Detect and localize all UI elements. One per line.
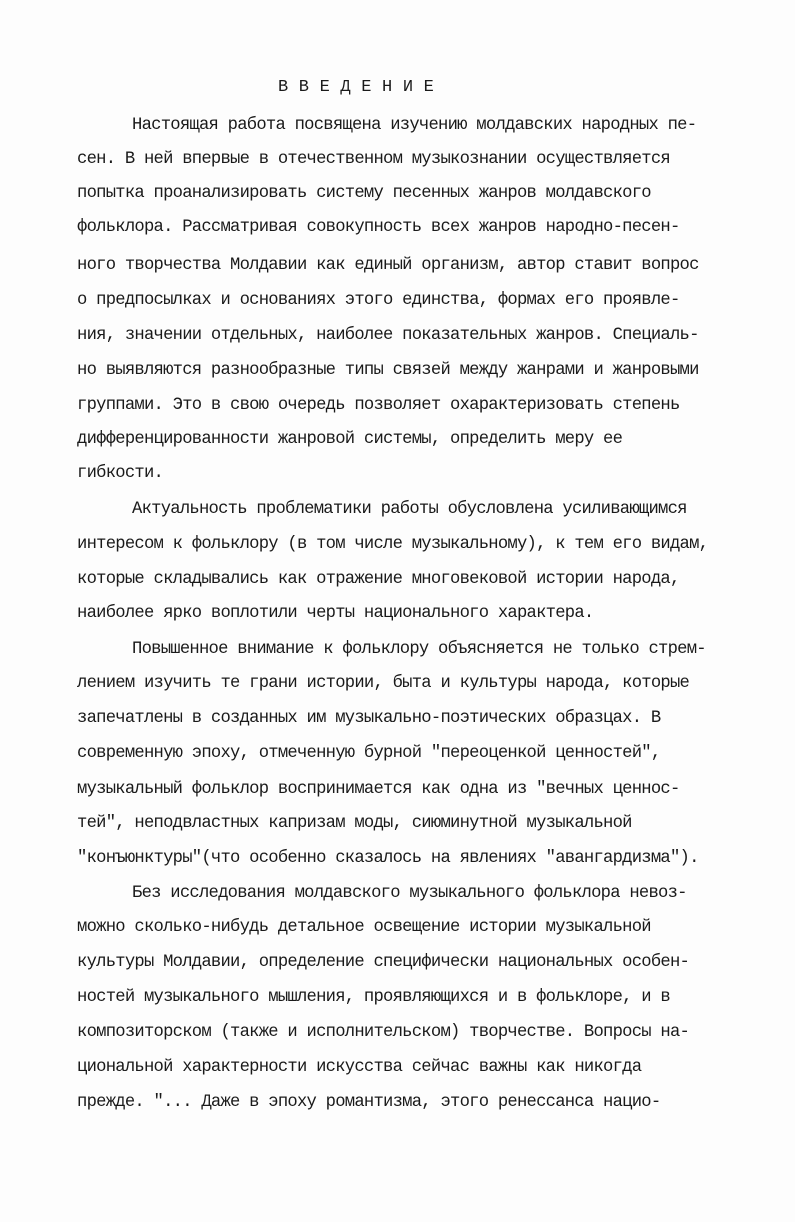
text-line: дифференцированности жанровой системы, определить меру ее [77,430,623,449]
text-line: наиболее ярко воплотили черты национального характера. [77,604,594,623]
text-line: прежде. "... Даже в эпоху романтизма, этого ренессанса нацио- [77,1093,661,1112]
text-line: культуры Молдавии, определение специфически национальных особен- [77,953,690,972]
text-line: фольклора. Рассматривая совокупность всех жанров народно-песен- [77,218,680,237]
section-title: В В Е Д Е Н И Е [278,78,435,97]
text-line: можно сколько-нибудь детальное освещение истории музыкальной [77,918,651,937]
text-line: "конъюнктуры"(что особенно сказалось на явлениях "авангардизма"). [77,849,699,868]
text-line: Актуальность проблематики работы обусловлена усиливающимся [132,500,687,519]
text-line: ния, значении отдельных, наиболее показательных жанров. Специаль- [77,326,699,345]
text-line: группами. Это в свою очередь позволяет охарактеризовать степень [77,396,680,415]
text-line: сен. В ней впервые в отечественном музыкознании осуществляется [77,150,670,169]
text-line: современную эпоху, отмеченную бурной "переоценкой ценностей", [77,744,661,763]
text-line: музыкальный фольклор воспринимается как одна из "вечных ценнос- [77,780,680,799]
text-line: запечатлены в созданных им музыкально-поэтических образцах. В [77,709,661,728]
text-line: тей", неподвластных капризам моды, сиюминутной музыкальной [77,814,632,833]
text-line: но выявляются разнообразные типы связей между жанрами и жанровыми [77,361,699,380]
text-line: ного творчества Молдавии как единый организм, автор ставит вопрос [77,256,699,275]
text-line: Повышенное внимание к фольклору объясняется не только стрем- [132,640,706,659]
text-line: ностей музыкального мышления, проявляющихся и в фольклоре, и в [77,988,670,1007]
text-line: лением изучить те грани истории, быта и культуры народа, которые [77,674,690,693]
text-line: интересом к фольклору (в том числе музыкальному), к тем его видам, [77,535,709,554]
text-line: о предпосылках и основаниях этого единства, формах его проявле- [77,291,680,310]
text-line: которые складывались как отражение многовековой истории народа, [77,570,680,589]
text-line: Без исследования молдавского музыкального фольклора невоз- [132,884,687,903]
text-line: Настоящая работа посвящена изучению молдавских народных пе- [132,116,697,135]
text-line: попытка проанализировать систему песенных жанров молдавского [77,184,651,203]
text-line: циональной характерности искусства сейчас важны как никогда [77,1058,642,1077]
text-line: композиторском (также и исполнительском) творчестве. Вопросы на- [77,1023,690,1042]
text-line: гибкости. [77,464,164,483]
